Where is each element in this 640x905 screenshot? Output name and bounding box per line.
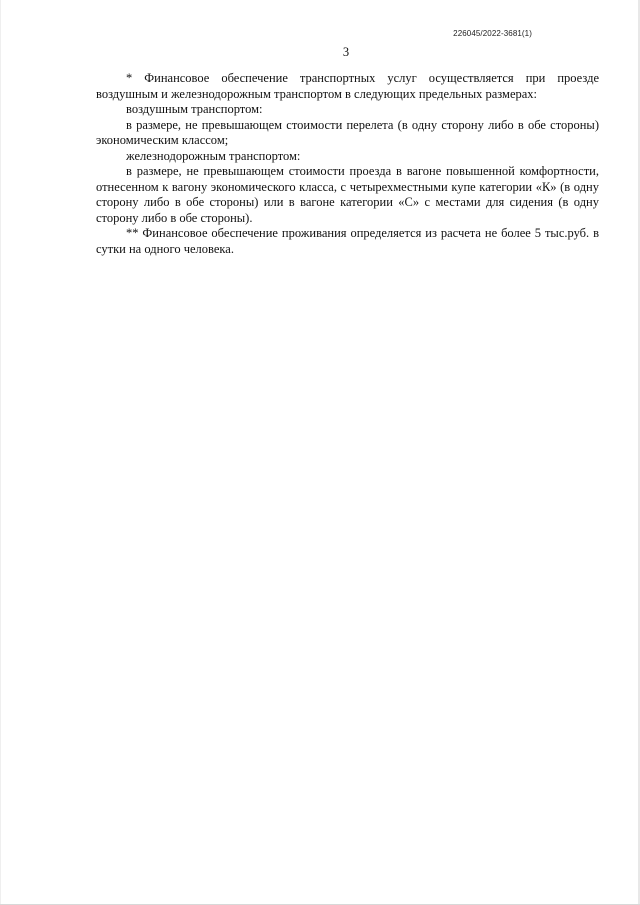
footnote-transport-intro: * Финансовое обеспечение транспортных услуг осуществляется при проезде воздушным и железнодорожным транспортом в следующих предельных размерах: — [96, 71, 599, 101]
rail-transport-heading: железнодорожным транспортом: — [126, 148, 301, 163]
footnote-accommodation: ** Финансовое обеспечение проживания определяется из расчета не более 5 тыс.руб. в сутки на одного человека. — [96, 226, 599, 256]
page-number: 3 — [342, 45, 350, 59]
document-id: 226045/2022-3681(1) — [453, 29, 532, 38]
footnotes-body — [96, 71, 599, 257]
air-transport-limit: в размере, не превышающем стоимости перелета (в одну сторону либо в обе стороны) экономическим классом; — [96, 117, 599, 147]
scan-edge-left — [0, 0, 1, 905]
air-transport-heading: воздушным транспортом: — [126, 102, 263, 116]
rail-transport-limit: в размере, не превышающем стоимости проезда в вагоне повышенной комфортности, отнесенном к вагону экономического класса, с четырехместными купе категории «К» (в одну сторону либо в обе стороны) или в вагоне категории «С» с местами для сидения (в одну сторону либо в обе стороны). — [96, 164, 599, 225]
